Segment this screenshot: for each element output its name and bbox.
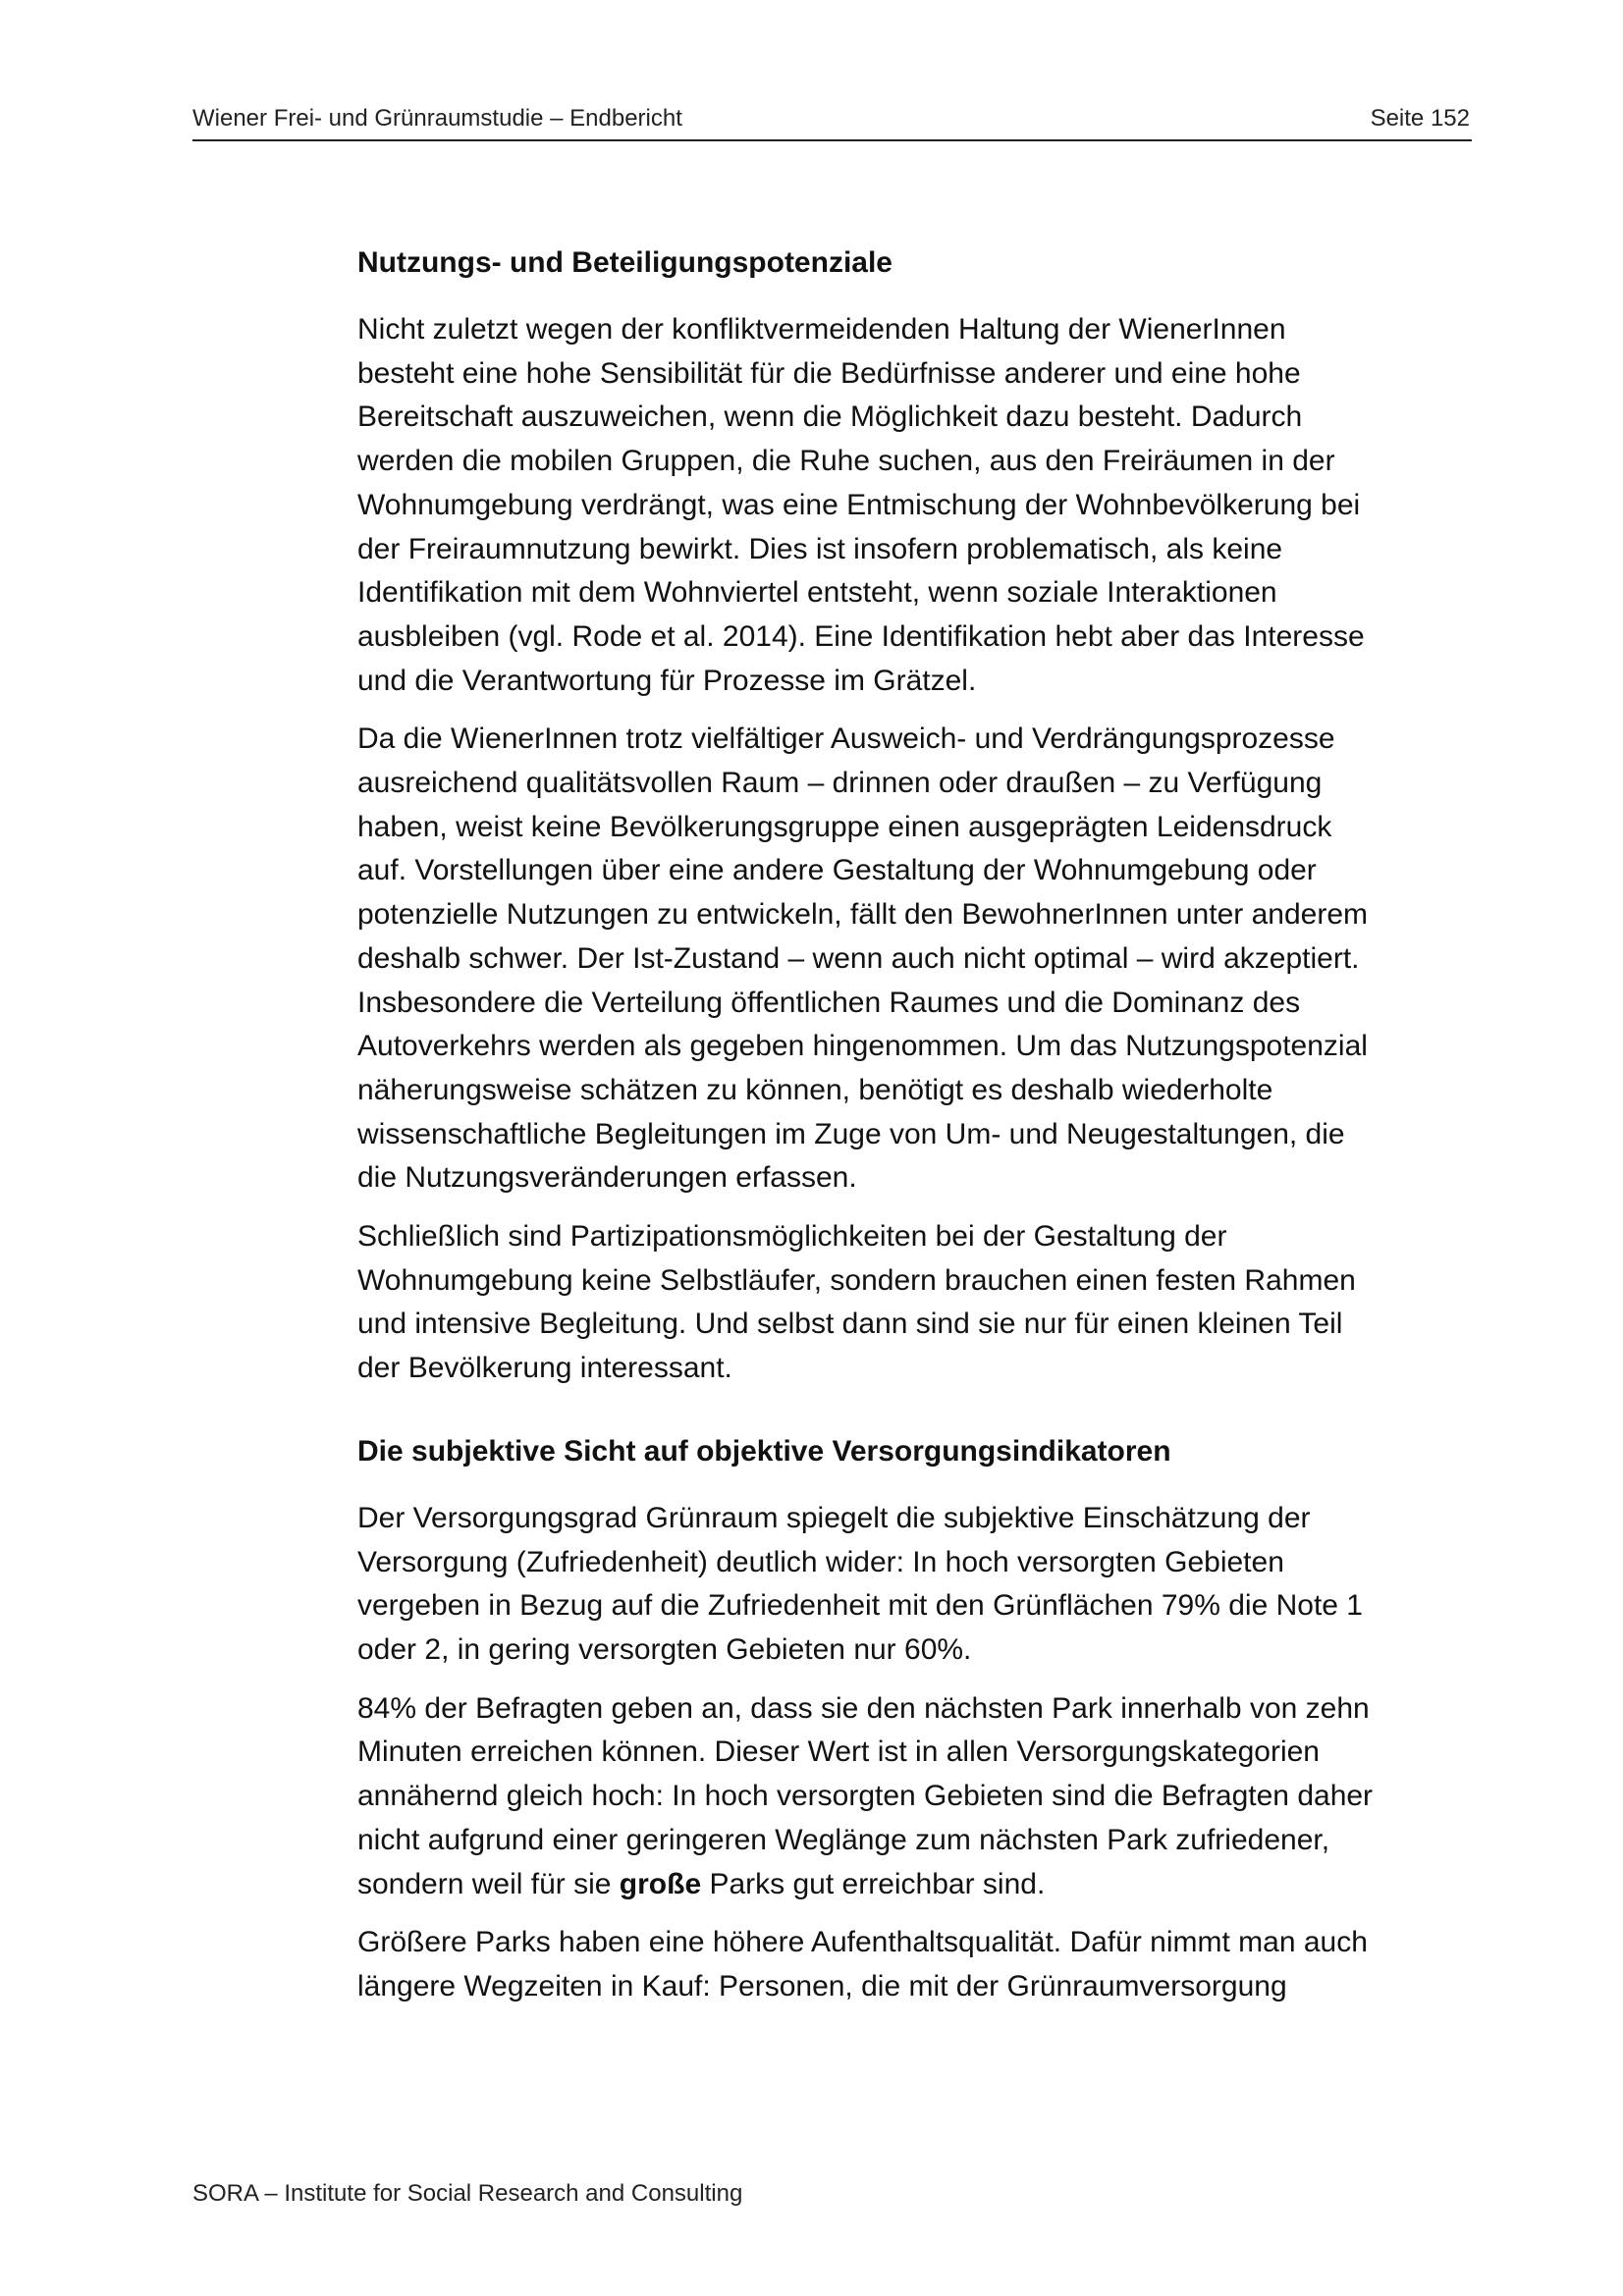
text-line: Bereitschaft auszuweichen, wenn die Möglichkeit dazu besteht. Dadurch [357,400,1303,434]
text-line: ausreichend qualitätsvollen Raum – drinnen oder draußen – zu Verfügung [357,767,1323,800]
text-line: und intensive Begleitung. Und selbst dann sind sie nur für einen kleinen Teil [357,1308,1343,1341]
text-line: Identifikation mit dem Wohnviertel entsteht, wenn soziale Interaktionen [357,576,1277,610]
text-line: oder 2, in gering versorgten Gebieten nur 60%. [357,1632,972,1666]
paragraph [357,718,1477,1201]
text-line: annähernd gleich hoch: In hoch versorgten Gebieten sind die Befragten daher [357,1780,1374,1813]
text-segment: Parks gut erreichbar sind. [701,1867,1046,1900]
text-line: auf. Vorstellungen über eine andere Gestaltung der Wohnumgebung oder [357,854,1317,887]
document-title: Wiener Frei- und Grünraumstudie – Endbericht [192,105,682,132]
text-line: haben, weist keine Bevölkerungsgruppe einen ausgeprägten Leidensdruck [357,810,1332,843]
text-line: Der Versorgungsgrad Grünraum spiegelt die subjektive Einschätzung der [357,1501,1311,1534]
text-line: besteht eine hohe Sensibilität für die Bedürfnisse anderer und eine hohe [357,356,1301,390]
text-line: Autoverkehrs werden als gegeben hingenommen. Um das Nutzungspotenzial [357,1030,1368,1063]
text-line: deshalb schwer. Der Ist-Zustand – wenn auch nicht optimal – wird akzeptiert. [357,941,1360,975]
text-line: wissenschaftliche Begleitungen im Zuge von Um- und Neugestaltungen, die [357,1117,1345,1150]
text-line: längere Wegzeiten in Kauf: Personen, die mit der Grünraumversorgung [357,1969,1287,2002]
text-line: Wohnumgebung keine Selbstläufer, sondern brauchen einen festen Rahmen [357,1263,1356,1297]
text-line: vergeben in Bezug auf die Zufriedenheit mit den Grünflächen 79% die Note 1 [357,1589,1363,1623]
text-line: die Nutzungsveränderungen erfassen. [357,1161,857,1195]
page-footer [192,2177,742,2211]
section-heading: Nutzungs- und Beteiligungspotenziale [357,246,893,279]
text-line: der Bevölkerung interessant. [357,1352,732,1385]
paragraph [357,308,1477,703]
section-heading: Die subjektive Sicht auf objektive Versorgungsindikatoren [357,1434,1171,1468]
text-line: und die Verantwortung für Prozesse im Grätzel. [357,664,977,697]
text-line: Versorgung (Zufriedenheit) deutlich wider: In hoch versorgten Gebieten [357,1545,1284,1578]
text-line: nicht aufgrund einer geringeren Weglänge zum nächsten Park zufriedener, [357,1823,1330,1856]
section-subjektive-sicht [357,1430,1477,2009]
text-line: Größere Parks haben eine höhere Aufenthaltsqualität. Dafür nimmt man auch [357,1926,1368,1959]
text-line: 84% der Befragten geben an, dass sie den nächsten Park innerhalb von zehn [357,1691,1370,1725]
text-line: potenzielle Nutzungen zu entwickeln, fällt den BewohnerInnen unter anderem [357,898,1368,932]
text-line-with-emphasis [357,1863,1477,1907]
text-line: Schließlich sind Partizipationsmöglichkeiten bei der Gestaltung der [357,1220,1227,1254]
text-line: Nicht zuletzt wegen der konfliktvermeidenden Haltung der WienerInnen [357,313,1286,346]
text-line: Insbesondere die Verteilung öffentlichen Raumes und die Dominanz des [357,986,1301,1019]
emphasis-text: große [619,1867,702,1900]
text-line: Minuten erreichen können. Dieser Wert ist in allen Versorgungskategorien [357,1735,1320,1769]
page-header [192,102,1472,141]
text-line: der Freiraumnutzung bewirkt. Dies ist insofern problematisch, als keine [357,532,1283,565]
text-line: werden die mobilen Gruppen, die Ruhe suchen, aus den Freiräumen in der [357,445,1335,478]
section-nutzungs-beteiligungspotenziale [357,241,1477,1391]
text-line: Wohnumgebung verdrängt, was eine Entmischung der Wohnbevölkerung bei [357,488,1361,521]
text-segment: sondern weil für sie [357,1867,620,1900]
text-line: ausbleiben (vgl. Rode et al. 2014). Eine Identifikation hebt aber das Interesse [357,619,1365,653]
paragraph [357,1687,1477,1907]
document-body [357,236,1477,2024]
paragraph [357,1497,1477,1673]
text-line: näherungsweise schätzen zu können, benötigt es deshalb wiederholte [357,1073,1273,1106]
page-number: Seite 152 [1370,105,1470,132]
paragraph [357,1215,1477,1391]
paragraph [357,1921,1477,2008]
footer-institution: SORA – Institute for Social Research and Consulting [192,2180,743,2207]
text-line: Da die WienerInnen trotz vielfältiger Ausweich- und Verdrängungsprozesse [357,722,1335,756]
